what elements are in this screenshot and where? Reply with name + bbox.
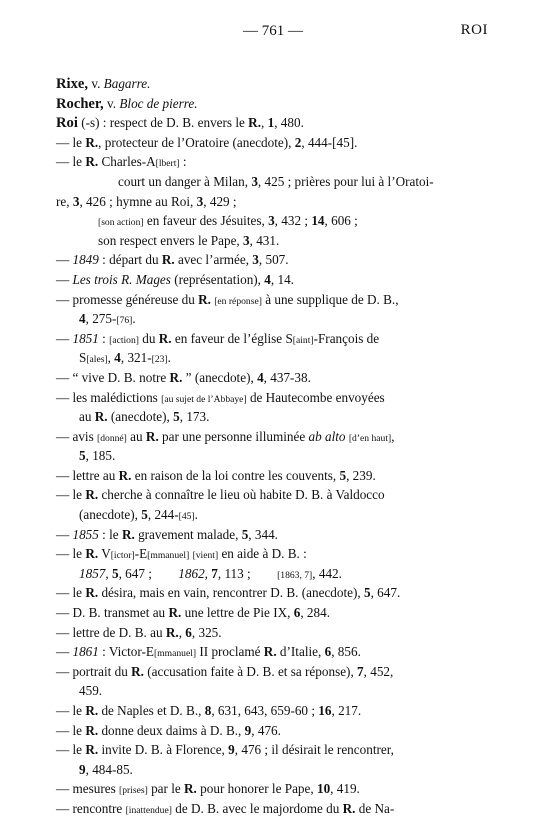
index-text: ,: [178, 624, 186, 640]
index-text: de Naples et D. B.,: [98, 703, 205, 718]
index-text: — avis: [56, 428, 98, 444]
index-line: [56, 152, 496, 172]
index-text: Charles-A: [98, 154, 156, 170]
index-text: Bagarre.: [103, 76, 151, 91]
index-text: — lettre de D. B. au: [56, 624, 166, 640]
index-text: [aint]: [292, 334, 314, 346]
index-text: ,: [204, 565, 212, 581]
index-text: R.: [121, 526, 135, 542]
index-text: (anecdote),: [79, 507, 142, 523]
index-text: (-s) : respect de D. B. envers le: [77, 115, 249, 131]
index-text: — le: [56, 742, 86, 758]
index-text: (représentation),: [170, 271, 265, 287]
index-text: — lettre au: [56, 467, 119, 483]
index-text: Rocher,: [56, 95, 104, 112]
index-text: — portrait du: [56, 663, 132, 679]
index-text: Bloc de pierre.: [119, 95, 198, 111]
index-text: 5: [173, 409, 180, 425]
index-text: , 856.: [331, 644, 361, 660]
index-text: II proclamé: [196, 644, 264, 660]
index-text: 5: [79, 448, 86, 464]
index-text: 5: [339, 467, 347, 483]
index-text: 1861: [72, 644, 99, 660]
index-text: , 444-[45].: [301, 134, 358, 150]
index-text: , protecteur de l’Oratoire (anecdote),: [98, 134, 295, 150]
index-text: — le: [56, 134, 86, 150]
index-text: 5: [141, 507, 148, 523]
index-text: 1862: [178, 565, 205, 581]
index-text: [1863, 7]: [277, 569, 313, 581]
index-text: en faveur des Jésuites,: [143, 213, 269, 229]
index-text: [76]: [116, 315, 133, 327]
index-text: [23]: [151, 354, 168, 366]
index-text: R.: [145, 428, 159, 444]
index-text: [mmanuel]: [153, 648, 197, 660]
index-text: donne deux daims à D. B.,: [98, 722, 245, 738]
index-line: [56, 250, 496, 270]
index-text: pour honorer le Pape,: [196, 781, 317, 797]
index-text: , 452,: [363, 663, 394, 679]
index-text: R.: [85, 722, 99, 738]
index-text: , 113 ;: [217, 565, 278, 581]
index-line: [56, 623, 496, 643]
index-text: 8: [204, 703, 212, 718]
index-text: [au sujet de l’Abbaye]: [161, 393, 247, 405]
index-text: , 185.: [85, 448, 116, 464]
index-text: , 647 ;: [118, 565, 179, 581]
index-text: 6: [324, 644, 332, 660]
index-text: [en réponse]: [214, 295, 262, 307]
index-text: —: [56, 330, 73, 346]
index-text: d’Italie,: [276, 644, 325, 660]
index-text: 1857: [79, 565, 106, 581]
index-text: 1851: [72, 330, 99, 346]
index-line: [56, 407, 496, 427]
index-text: du: [138, 330, 159, 346]
index-text: 6: [293, 605, 301, 621]
index-text: [action]: [109, 334, 139, 346]
index-text: en faveur de l’église S: [171, 330, 293, 346]
index-text: au: [79, 409, 95, 425]
index-text: désira, mais en vain, rencontrer D. B. (anecdote),: [98, 585, 364, 601]
index-text: : départ du: [98, 252, 162, 268]
index-text: R.: [131, 663, 144, 679]
index-text: 3: [72, 193, 80, 209]
index-text: .: [167, 350, 171, 366]
index-text: — mesures: [56, 781, 119, 797]
index-text: , 484-85.: [85, 761, 133, 777]
index-line: [56, 368, 496, 388]
index-text: [d’en haut]: [348, 432, 392, 444]
index-text: 4: [114, 350, 121, 366]
index-line: [56, 427, 496, 447]
index-line: [56, 133, 496, 153]
index-text: R.: [85, 134, 99, 150]
index-text: — rencontre: [56, 800, 126, 816]
index-text: invite D. B. à Florence,: [98, 742, 229, 758]
index-text: par le: [147, 781, 185, 797]
index-line: [56, 760, 496, 780]
index-text: R.: [85, 742, 99, 758]
index-text: de Hautecombe envoyées: [246, 389, 385, 405]
index-text: — “ vive D. B. notre: [56, 369, 170, 385]
index-text: : Victor-E: [98, 644, 154, 660]
index-text: -E: [134, 546, 148, 562]
index-text: —: [56, 526, 73, 542]
index-text: , 507.: [258, 252, 289, 268]
index-text: R.: [168, 605, 182, 621]
index-line: [56, 681, 496, 701]
index-text: :: [179, 154, 187, 170]
index-text: 9: [244, 722, 252, 738]
index-text: 7: [211, 565, 218, 581]
page-header: [0, 20, 546, 44]
index-line: [56, 544, 496, 564]
index-text: R.: [118, 467, 132, 483]
index-line: [56, 113, 496, 133]
running-head: ROI: [460, 22, 488, 38]
index-text: (anecdote),: [107, 409, 174, 425]
index-line: [56, 211, 496, 231]
index-text: Les trois R. Mages: [72, 271, 171, 287]
index-text: R.: [85, 585, 99, 601]
index-line: [56, 446, 496, 466]
index-text: R.: [165, 624, 179, 640]
index-text: , 432 ;: [274, 213, 312, 229]
index-text: en aide à D. B. :: [218, 546, 307, 562]
index-text: 5: [363, 585, 371, 601]
index-text: 3: [243, 232, 250, 248]
index-text: , 14.: [270, 271, 294, 287]
index-text: Rixe,: [56, 76, 89, 92]
index-entries: [56, 74, 496, 819]
index-text: 3: [196, 193, 204, 209]
index-text: 6: [185, 624, 192, 640]
index-text: , 321-: [120, 350, 152, 366]
index-text: ,: [105, 565, 112, 581]
index-text: — le: [56, 154, 86, 170]
index-text: gravement malade,: [134, 526, 242, 542]
index-text: [inattendue]: [125, 804, 172, 816]
index-text: , 476 ; il désirait le rencontrer,: [234, 742, 394, 758]
index-line: [56, 505, 496, 525]
index-line: [56, 485, 496, 505]
index-text: Roi: [56, 115, 78, 132]
index-text: court un danger à Milan,: [118, 173, 252, 189]
index-text: , 480.: [274, 115, 304, 131]
index-text: 2: [294, 134, 302, 150]
index-text: , 429 ;: [203, 193, 237, 209]
index-text: , 437-38.: [263, 369, 311, 385]
index-text: , 425 ; prières pour lui à l’Oratoi-: [257, 173, 434, 189]
index-text: R.: [342, 800, 356, 816]
index-line: [56, 348, 496, 368]
index-text: ,: [107, 350, 115, 366]
index-text: —: [56, 271, 73, 287]
index-text: ” (anecdote),: [182, 369, 258, 385]
index-text: 3: [251, 173, 258, 189]
index-text: ,: [391, 428, 395, 444]
index-text: V: [98, 546, 111, 562]
index-text: , 426 ; hymne au Roi,: [79, 193, 197, 209]
index-text: R.: [263, 644, 277, 660]
index-text: R.: [248, 115, 261, 131]
index-text: 3: [268, 213, 275, 229]
index-text: , 431.: [249, 232, 280, 248]
index-text: 7: [357, 663, 364, 679]
index-text: [ictor]: [110, 550, 135, 562]
index-text: — le: [56, 487, 86, 503]
index-text: , 244-: [147, 507, 179, 523]
index-text: ,: [261, 115, 268, 131]
index-text: R.: [158, 330, 172, 346]
index-text: avec l’armée,: [174, 252, 253, 268]
index-text: , 344.: [248, 526, 278, 542]
index-text: une lettre de Pie IX,: [181, 605, 294, 621]
index-text: [lbert]: [155, 158, 180, 170]
index-text: .: [132, 311, 136, 327]
index-text: .: [194, 507, 198, 523]
index-text: (accusation faite à D. B. et sa réponse),: [143, 663, 358, 679]
index-line: [56, 466, 496, 486]
index-line: [56, 564, 496, 584]
index-text: , 325.: [191, 624, 222, 640]
index-text: 14: [311, 213, 325, 229]
index-text: v.: [103, 95, 120, 111]
index-text: — le: [56, 546, 86, 562]
index-line: [56, 388, 496, 408]
index-text: 5: [111, 565, 119, 581]
index-text: 459.: [79, 683, 103, 699]
index-text: : le: [98, 526, 122, 542]
index-text: 5: [241, 526, 249, 542]
index-text: [45]: [178, 511, 195, 523]
index-text: ab alto: [308, 428, 346, 444]
index-text: 3: [252, 252, 259, 268]
index-text: , 419.: [330, 781, 360, 797]
index-text: cherche à connaître le lieu où habite D. B. à Valdocco: [98, 487, 385, 503]
index-line: [56, 583, 496, 603]
index-line: [56, 779, 496, 799]
page-number: — 761 —: [243, 23, 303, 39]
index-text: — promesse généreuse du: [56, 291, 199, 307]
index-text: , 173.: [179, 409, 210, 425]
index-text: 4: [79, 311, 86, 327]
index-text: —: [56, 252, 73, 268]
index-text: à une supplique de D. B.,: [261, 291, 399, 307]
index-text: R.: [85, 546, 99, 562]
index-text: au: [126, 428, 146, 444]
index-text: 9: [79, 761, 86, 777]
index-text: [son action]: [98, 217, 144, 229]
index-text: — le: [56, 585, 86, 601]
index-text: par une personne illuminée: [158, 428, 309, 444]
index-line: [56, 525, 496, 545]
index-text: 16: [318, 703, 332, 718]
index-text: R.: [94, 409, 108, 425]
index-text: 1849: [72, 252, 99, 268]
index-text: , 647.: [370, 585, 401, 601]
index-text: R.: [184, 781, 197, 797]
index-text: R.: [169, 369, 183, 385]
index-text: de D. B. avec le majordome du: [171, 800, 343, 816]
index-line: [56, 603, 496, 623]
index-text: re,: [56, 193, 73, 209]
index-text: 9: [228, 742, 235, 758]
index-line: [56, 290, 496, 310]
index-text: R.: [198, 291, 211, 307]
index-text: , 476.: [251, 722, 281, 738]
index-text: R.: [85, 703, 99, 718]
index-text: 10: [316, 781, 331, 797]
index-text: [prises]: [119, 785, 148, 797]
index-text: 1855: [72, 526, 99, 542]
index-text: :: [98, 330, 110, 346]
index-text: 4: [264, 271, 271, 287]
index-text: 4: [257, 369, 264, 385]
index-text: — D. B. transmet au: [56, 605, 169, 621]
index-line: [56, 662, 496, 682]
index-text: , 442.: [312, 565, 342, 581]
index-line: [56, 642, 496, 662]
index-line: [56, 74, 496, 94]
index-text: , 631, 643, 659-60 ;: [211, 703, 319, 718]
index-line: [56, 701, 496, 721]
index-text: [ales]: [86, 354, 108, 366]
index-text: de Na-: [355, 800, 395, 816]
index-text: R.: [161, 252, 175, 268]
index-text: son respect envers le Pape,: [98, 232, 244, 248]
index-text: R.: [85, 154, 99, 170]
index-line: [56, 270, 496, 290]
index-text: R.: [85, 487, 99, 503]
index-line: [56, 740, 496, 760]
index-text: [donné]: [97, 432, 127, 444]
index-text: , 239.: [346, 467, 376, 483]
index-text: , 284.: [300, 605, 330, 621]
index-text: en raison de la loi contre les couvents,: [131, 467, 340, 483]
index-line: [56, 231, 496, 251]
index-text: — le: [56, 703, 86, 718]
index-line: [56, 721, 496, 741]
index-text: -François de: [313, 330, 380, 346]
index-line: [56, 329, 496, 349]
index-line: [56, 94, 496, 114]
index-line: [56, 172, 496, 192]
index-line: [56, 799, 496, 819]
index-text: [vient]: [192, 550, 219, 562]
index-text: , 217.: [331, 703, 362, 718]
index-text: —: [56, 644, 73, 660]
index-text: v.: [88, 76, 104, 91]
index-text: — le: [56, 722, 86, 738]
index-line: [56, 192, 496, 212]
index-text: S: [79, 350, 87, 366]
index-text: , 606 ;: [324, 213, 358, 229]
index-text: , 275-: [85, 311, 117, 327]
index-text: [mmanuel]: [147, 550, 190, 562]
index-line: [56, 309, 496, 329]
index-text: — les malédictions: [56, 389, 162, 405]
index-text: 1: [267, 115, 275, 131]
